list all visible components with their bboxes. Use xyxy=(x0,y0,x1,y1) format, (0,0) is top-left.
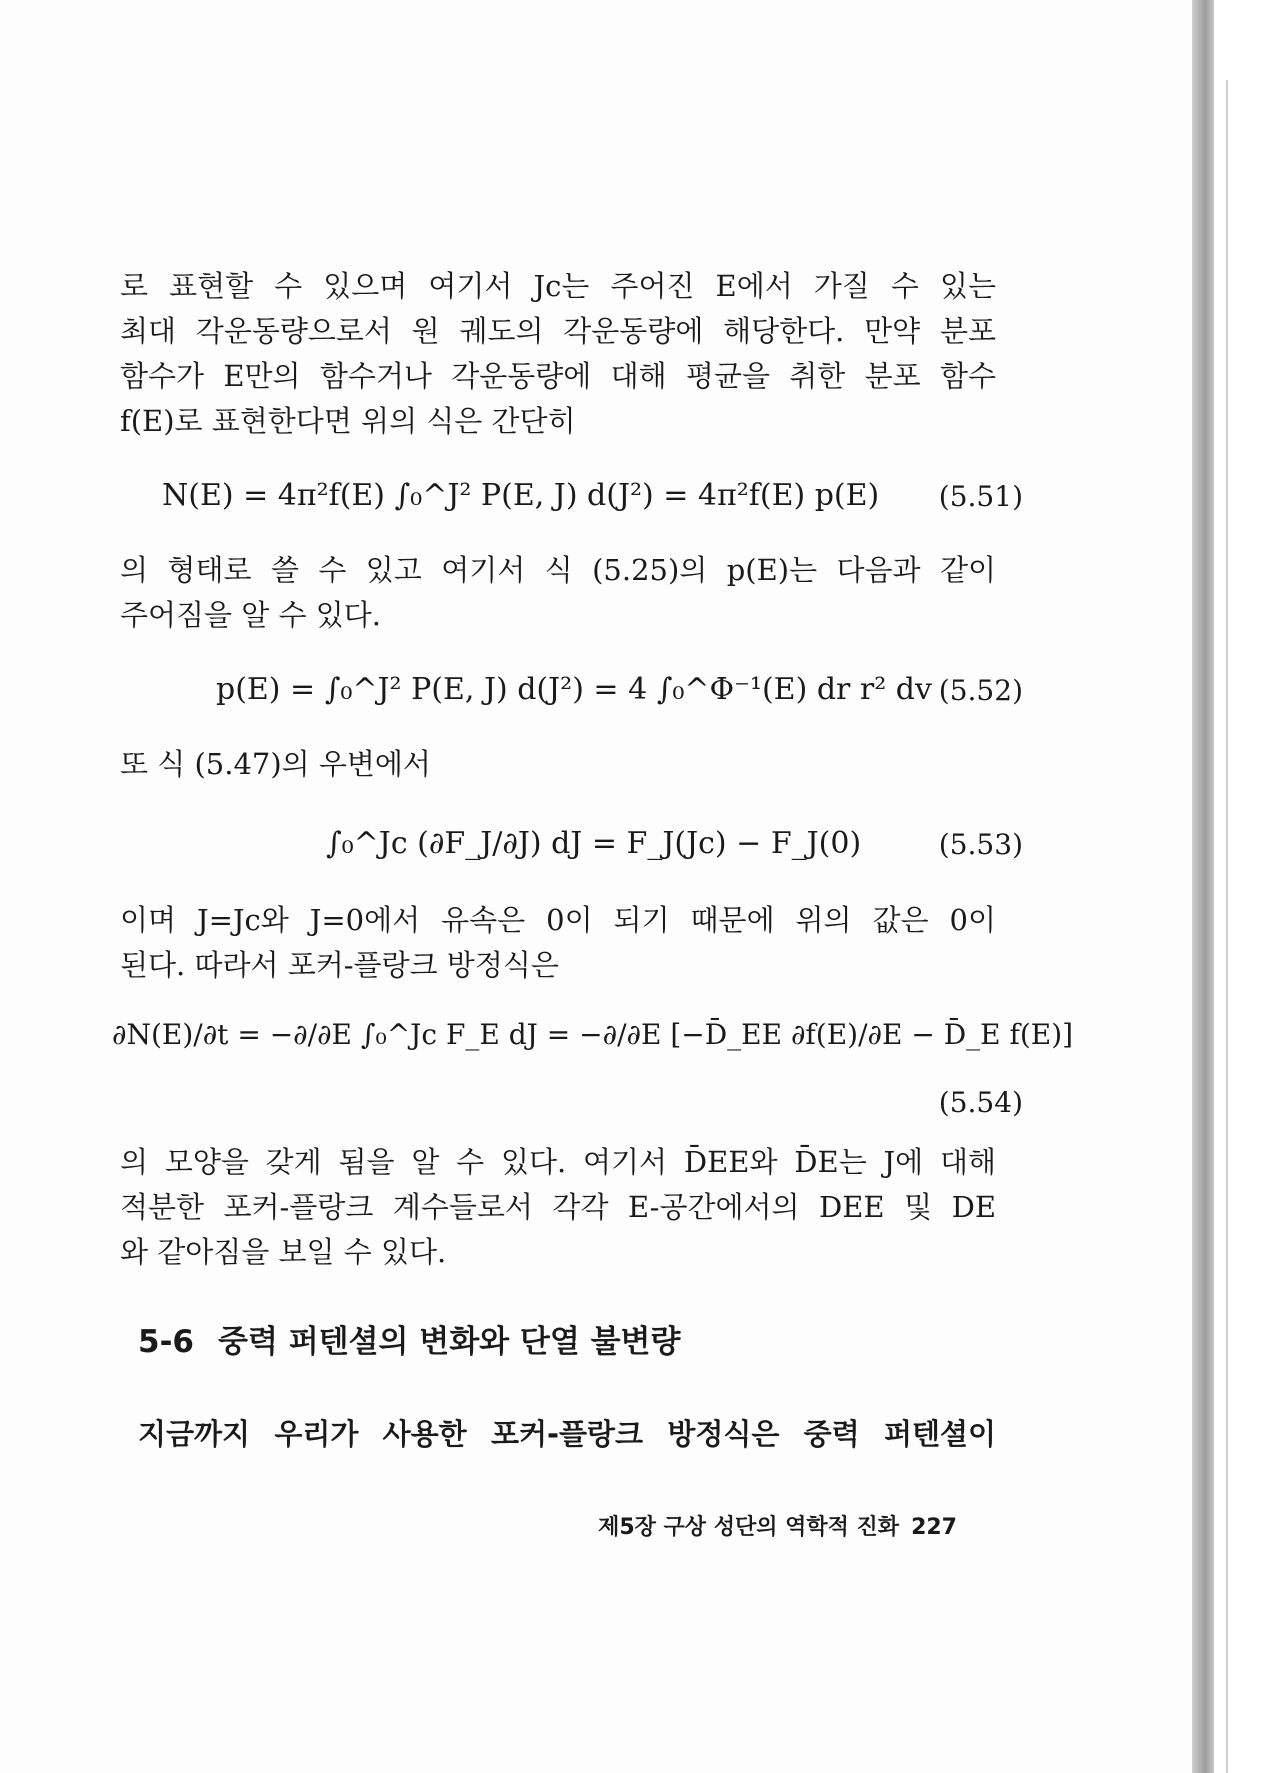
page-edge-line xyxy=(1226,80,1228,1773)
text-line: f(E)로 표현한다면 위의 식은 간단히 xyxy=(120,404,576,438)
chapter-title: 제5장 구상 성단의 역학적 진화 xyxy=(598,1515,900,1540)
paragraph-5 xyxy=(120,1140,996,1275)
text-line: 적분한 포커-플랑크 계수들로서 각각 E-공간에서의 DEE 및 DE xyxy=(120,1190,996,1224)
page-footer xyxy=(598,1510,957,1541)
equation-number: (5.51) xyxy=(938,480,1023,513)
paragraph-3 xyxy=(120,742,996,787)
equation-number: (5.54) xyxy=(938,1086,1023,1119)
section-title: 중력 퍼텐셜의 변화와 단열 불변량 xyxy=(218,1324,681,1360)
paragraph-6: 지금까지 우리가 사용한 포커-플랑크 방정식은 중력 퍼텐셜이 xyxy=(138,1417,996,1451)
page-edge-shadow xyxy=(1192,0,1214,1773)
equation-5-51: N(E) = 4π²f(E) ∫₀^J² P(E, J) d(J²) = 4π²f(E) p(E) xyxy=(162,478,880,513)
text-line: 와 같아짐을 보일 수 있다. xyxy=(120,1235,447,1269)
paragraph-1 xyxy=(120,264,996,444)
text-line: 의 형태로 쓸 수 있고 여기서 식 (5.25)의 p(E)는 다음과 같이 xyxy=(120,553,996,587)
text-line: 된다. 따라서 포커-플랑크 방정식은 xyxy=(120,948,559,982)
section-heading xyxy=(138,1316,680,1361)
paragraph-2 xyxy=(120,548,996,638)
text-line: 로 표현할 수 있으며 여기서 Jc는 주어진 E에서 가질 수 있는 xyxy=(120,269,996,303)
equation-number: (5.52) xyxy=(938,674,1023,707)
text-line: 또 식 (5.47)의 우변에서 xyxy=(120,747,431,781)
text-line: 주어짐을 알 수 있다. xyxy=(120,598,381,632)
text-line: 함수가 E만의 함수거나 각운동량에 대해 평균을 취한 분포 함수 xyxy=(120,359,996,393)
equation-5-52: p(E) = ∫₀^J² P(E, J) d(J²) = 4 ∫₀^Φ⁻¹(E) dr r² dv xyxy=(216,672,932,707)
equation-5-54: ∂N(E)/∂t = −∂/∂E ∫₀^Jc F_E dJ = −∂/∂E [−D̄_EE ∂f(E)/∂E − D̄_E f(E)] xyxy=(112,1018,1074,1051)
section-number: 5-6 xyxy=(138,1324,195,1360)
page-number: 227 xyxy=(911,1515,957,1540)
paragraph-4 xyxy=(120,898,996,988)
text-line: 이며 J=Jc와 J=0에서 유속은 0이 되기 때문에 위의 값은 0이 xyxy=(120,903,996,937)
text-line: 의 모양을 갖게 됨을 알 수 있다. 여기서 D̄EE와 D̄E는 J에 대해 xyxy=(120,1145,996,1179)
equation-5-53: ∫₀^Jc (∂F_J/∂J) dJ = F_J(Jc) − F_J(0) xyxy=(326,826,862,861)
equation-number: (5.53) xyxy=(938,828,1023,861)
text-line: 최대 각운동량으로서 원 궤도의 각운동량에 해당한다. 만약 분포 xyxy=(120,314,996,348)
